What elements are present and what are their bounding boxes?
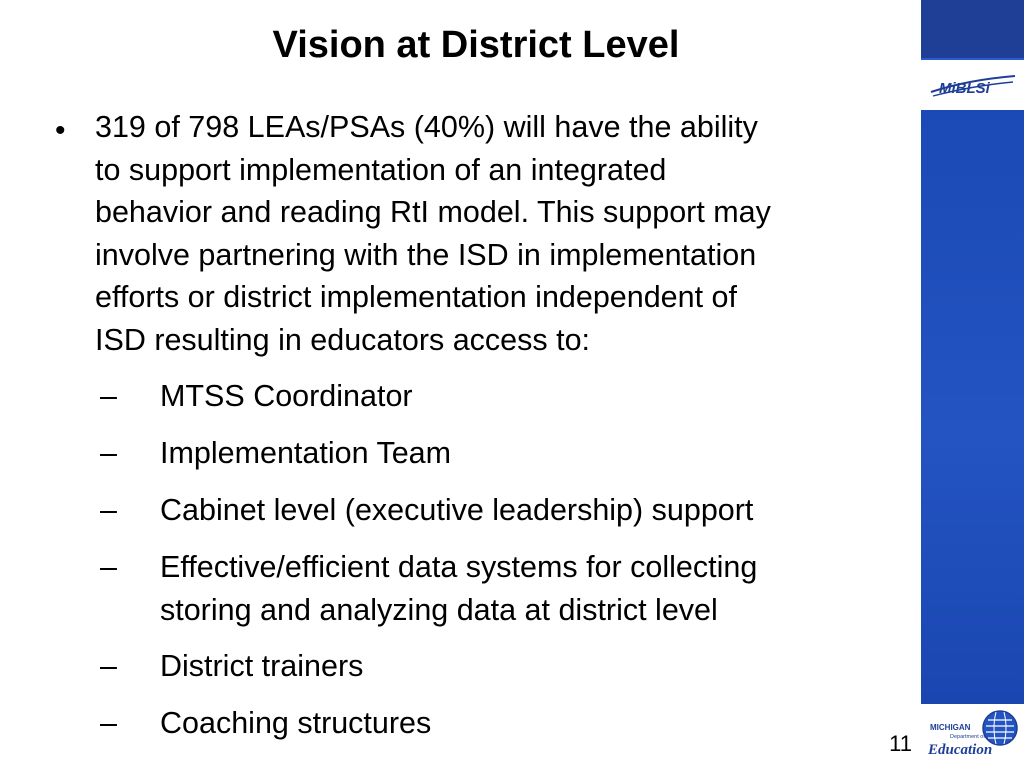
main-bullet-marker: • (55, 114, 66, 147)
page-number: 11 (889, 731, 912, 756)
sub-item-dash: – (100, 706, 117, 740)
mibls-logo-text: MiBLSi (939, 80, 990, 97)
sub-item-text (160, 546, 757, 631)
main-bullet-line: ISD resulting in educators access to: (95, 322, 591, 357)
slide-title: Vision at District Level (272, 24, 680, 66)
mde-logo-line2: Department of (950, 734, 985, 740)
sub-item-dash: – (100, 550, 117, 584)
sub-item-line: Cabinet level (executive leadership) support (160, 493, 754, 527)
main-bullet-line: to support implementation of an integrated (95, 152, 667, 187)
sub-item-line: Effective/efficient data systems for collecting (160, 550, 758, 584)
sub-item-line: storing and analyzing data at district level (160, 592, 718, 627)
sub-item-text (160, 702, 431, 745)
sidebar-main-band (921, 110, 1024, 704)
sub-item-line: MTSS Coordinator (160, 379, 413, 413)
sub-item-line: Coaching structures (160, 706, 432, 740)
sub-item-line: Implementation Team (160, 436, 452, 470)
sub-item-dash: – (100, 379, 117, 413)
sub-item-text (160, 645, 363, 688)
main-bullet-line: behavior and reading RtI model. This support may (95, 195, 771, 229)
sub-item-dash: – (100, 436, 117, 470)
sub-item-dash: – (100, 493, 117, 527)
main-bullet-line: efforts or district implementation independent of (95, 280, 737, 314)
main-bullet-line: 319 of 798 LEAs/PSAs (40%) will have the ability (95, 110, 758, 144)
sub-item-text (160, 489, 753, 532)
main-bullet-line: involve partnering with the ISD in implementation (95, 237, 757, 272)
sub-item-dash: – (100, 649, 117, 683)
main-bullet-text (95, 106, 895, 361)
mde-logo-line1: MICHIGAN (930, 723, 971, 732)
sub-item-text (160, 375, 413, 418)
mde-logo (926, 708, 1020, 760)
sub-item-text (160, 432, 451, 475)
mde-logo-line3: Education (928, 742, 993, 758)
mibls-logo (927, 68, 1019, 102)
sidebar-decoration (921, 0, 1024, 768)
sub-item-line: District trainers (160, 649, 364, 683)
